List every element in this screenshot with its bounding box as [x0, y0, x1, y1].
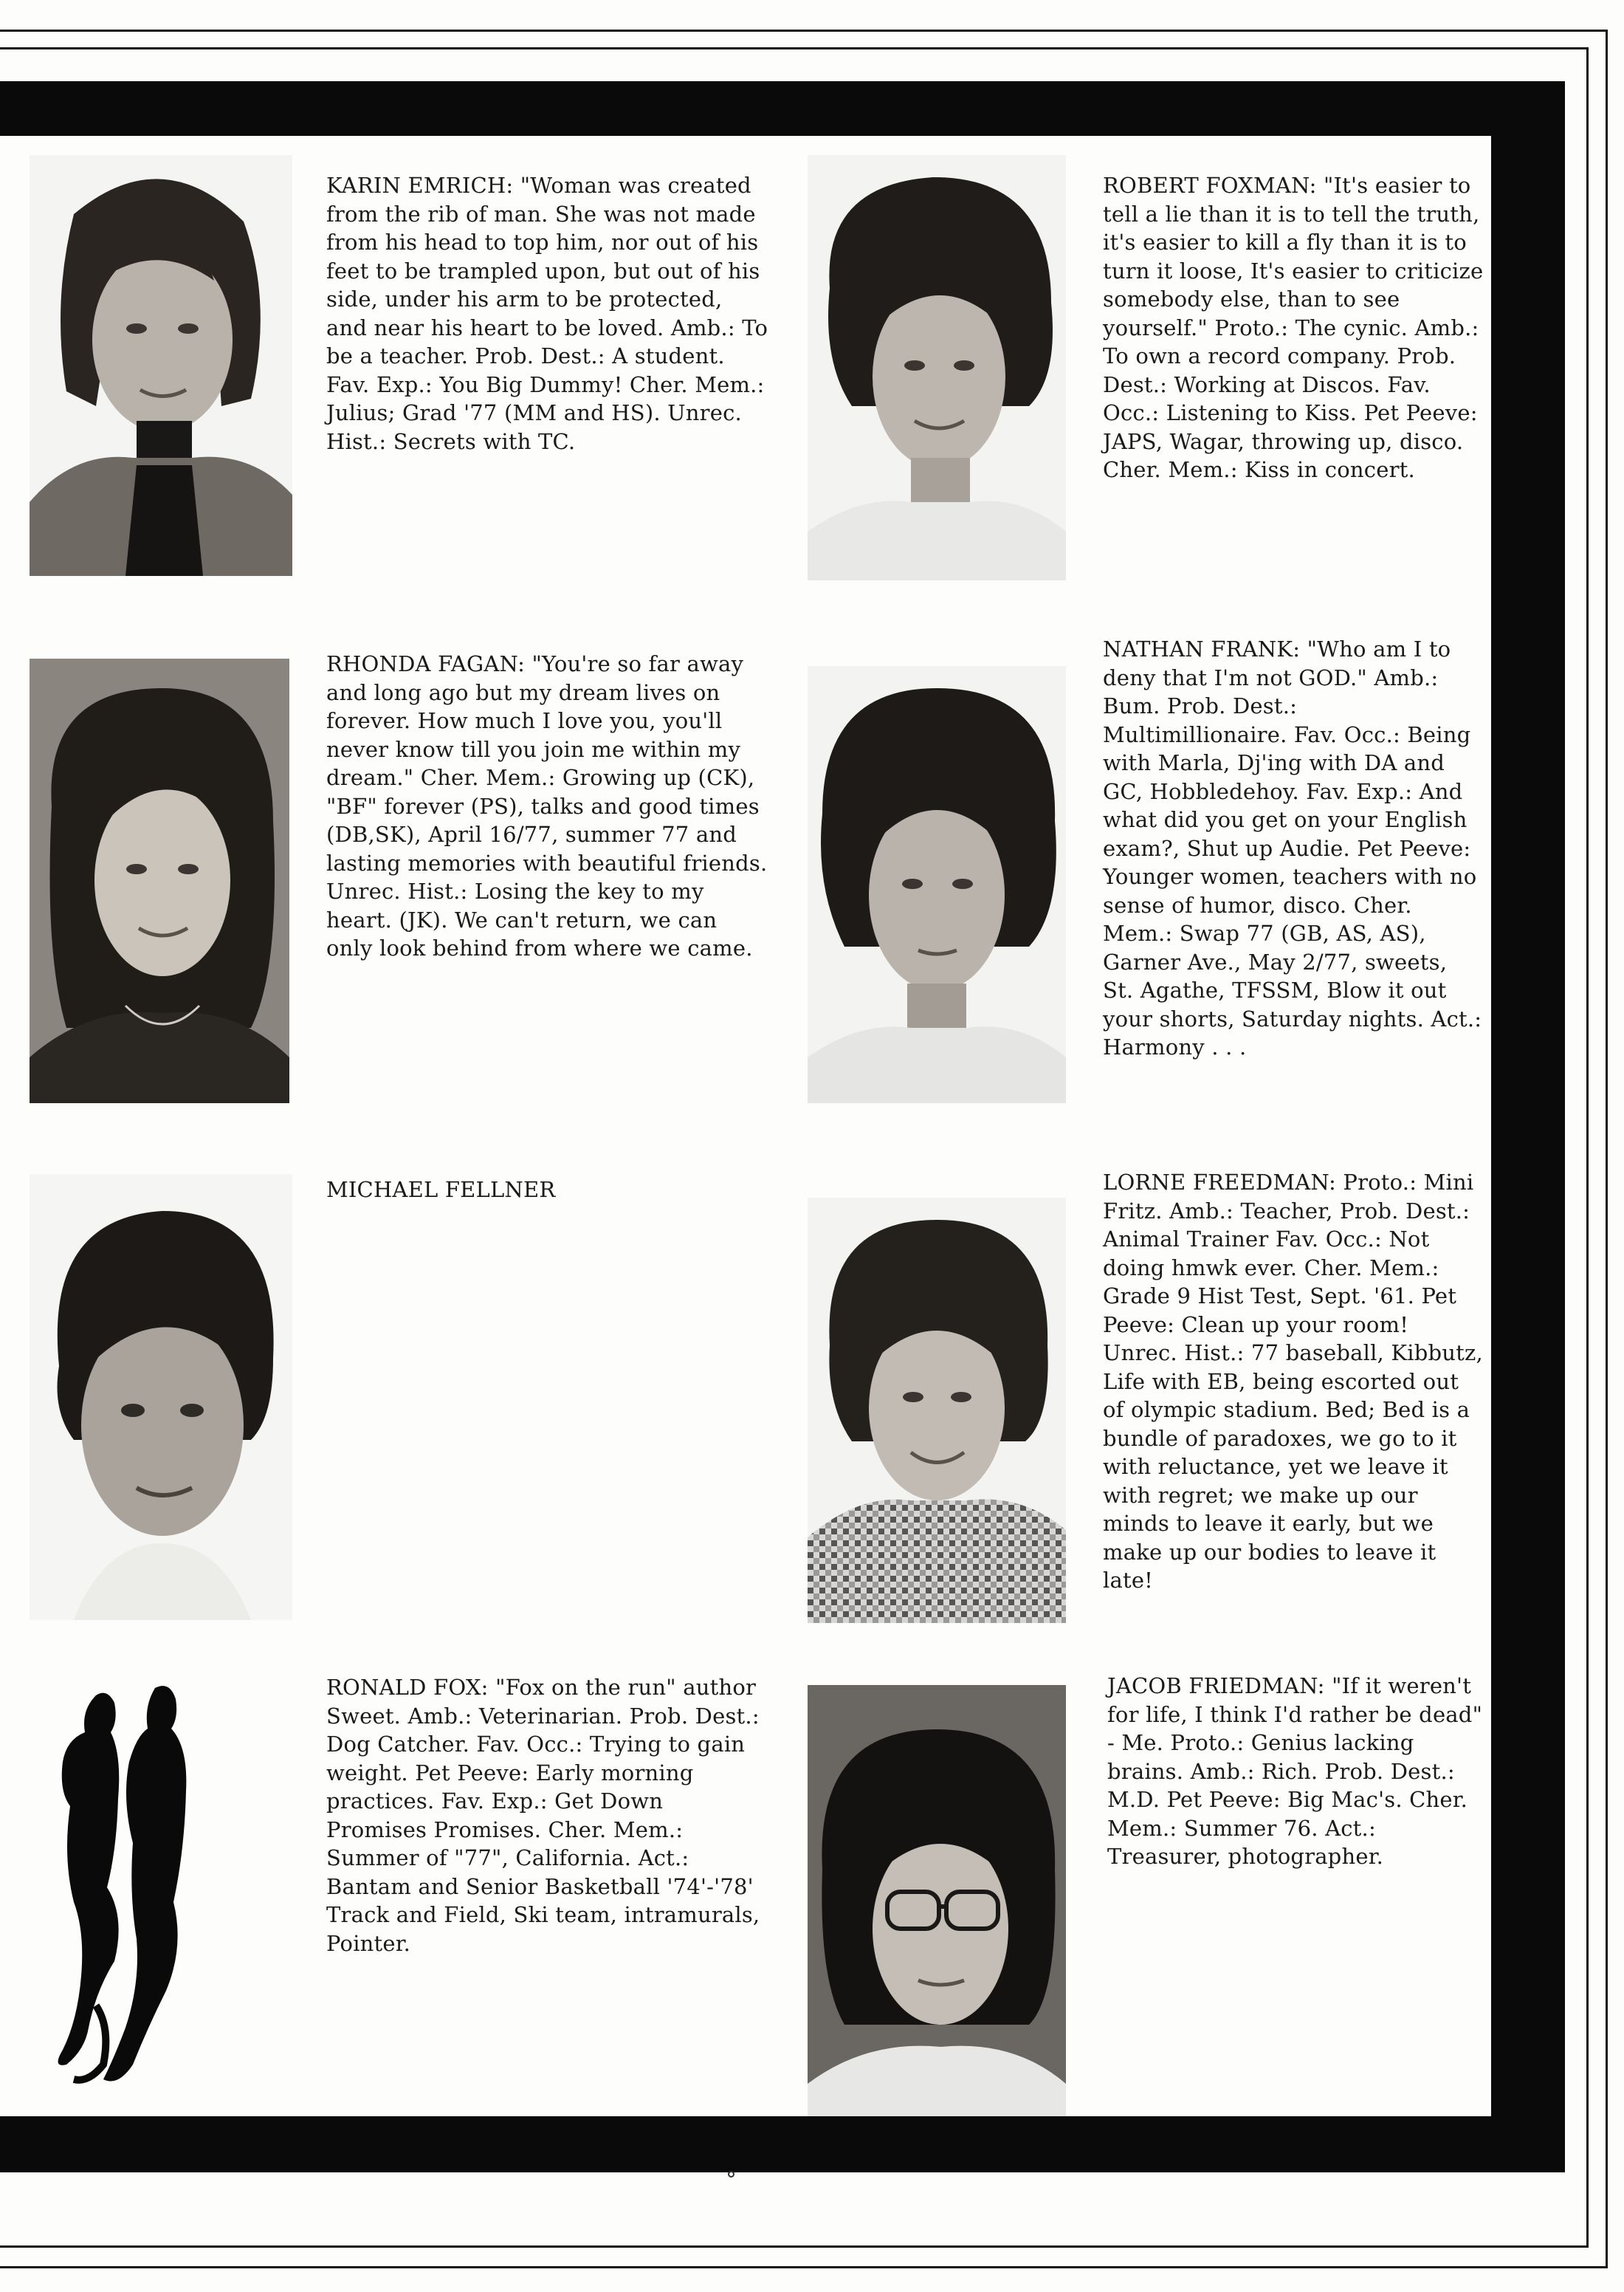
bio-rhonda-fagan	[326, 650, 769, 963]
bio-robert-foxman	[1103, 171, 1484, 484]
bio-nathan-frank	[1103, 635, 1484, 1062]
student-name-robert-foxman: ROBERT FOXMAN:	[1103, 173, 1317, 198]
bio-michael-fellner	[326, 1176, 769, 1204]
bio-text-lorne-freedman: Proto.: Mini Fritz. Amb.: Teacher, Prob. Dest.: Animal Trainer Fav. Occ.: Not doing hmwk ever. Cher. Mem.: Grade 9 Hist Test, Sept. '61. Pet Peeve: Clean up your room! Unrec. Hist.: 77 baseball, Kibbutz, Life with EB, being escorted out of olympic stadium. Bed; Bed is a bundle of paradoxes, we go to it with reluctance, yet we leave it with regret; we make up our minds to leave it early, but we make up our bodies to leave it late!	[1103, 1170, 1483, 1593]
bio-text-jacob-friedman: "If it weren't for life, I think I'd rather be dead" - Me. Proto.: Genius lacking brains. Amb.: Rich. Prob. Dest.: M.D. Pet Peeve: Big Mac's. Cher. Mem.: Summer 76. Act.: Treasurer, photographer.	[1107, 1673, 1483, 1869]
student-name-lorne-freedman: LORNE FREEDMAN:	[1103, 1170, 1336, 1195]
bottom-black-band	[0, 2116, 1565, 2172]
bio-lorne-freedman	[1103, 1168, 1484, 1595]
student-name-jacob-friedman: JACOB FRIEDMAN:	[1107, 1673, 1325, 1698]
bio-jacob-friedman	[1107, 1672, 1484, 1871]
student-name-rhonda-fagan: RHONDA FAGAN:	[326, 651, 526, 676]
student-name-ronald-fox: RONALD FOX:	[326, 1675, 489, 1700]
bio-text-rhonda-fagan: "You're so far away and long ago but my dream lives on forever. How much I love you, you'll never know till you join me within my dream." Cher. Mem.: Growing up (CK), "BF" forever (PS), talks and good times (DB,SK), April 16/77, summer 77 and lasting memories with beautiful friends. Unrec. Hist.: Losing the key to my heart. (JK). We can't return, we can only look behind from where we came.	[326, 651, 768, 961]
bio-karin-emrich	[326, 171, 769, 456]
portrait-photo-karin-emrich	[30, 155, 292, 576]
portrait-photo-rhonda-fagan	[30, 659, 289, 1103]
portrait-photo-lorne-freedman	[808, 1198, 1066, 1623]
silhouette-image-ronald-fox	[44, 1681, 229, 2091]
top-black-band	[0, 81, 1565, 136]
right-black-band	[1491, 81, 1565, 2172]
page-mark-dot	[728, 2171, 734, 2178]
portrait-photo-robert-foxman	[808, 155, 1066, 580]
portrait-photo-nathan-frank	[808, 666, 1066, 1103]
student-name-michael-fellner: MICHAEL FELLNER	[326, 1177, 556, 1202]
portrait-photo-michael-fellner	[30, 1174, 292, 1620]
bio-ronald-fox	[326, 1673, 769, 1958]
bio-text-robert-foxman: "It's easier to tell a lie than it is to tell the truth, it's easier to kill a fly than it is to turn it loose, It's easier to criticize somebody else, than to see yourself." Proto.: The cynic. Amb.: To own a record company. Prob. Dest.: Working at Discos. Fav. Occ.: Listening to Kiss. Pet Peeve: JAPS, Wagar, throwing up, disco. Cher. Mem.: Kiss in concert.	[1103, 173, 1484, 482]
bio-text-karin-emrich: "Woman was created from the rib of man. She was not made from his head to top him, nor out of his feet to be trampled upon, but out of his side, under his arm to be protected, and near his heart to be loved. Amb.: To be a teacher. Prob. Dest.: A student. Fav. Exp.: You Big Dummy! Cher. Mem.: Julius; Grad '77 (MM and HS). Unrec. Hist.: Secrets with TC.	[326, 173, 768, 454]
bio-text-ronald-fox: "Fox on the run" author Sweet. Amb.: Veterinarian. Prob. Dest.: Dog Catcher. Fav. Occ.: Trying to gain weight. Pet Peeve: Early morning practices. Fav. Exp.: Get Down Promises Promises. Cher. Mem.: Summer of "77", California. Act.: Bantam and Senior Basketball '74'-'78' Track and Field, Ski team, intramurals, Pointer.	[326, 1675, 760, 1956]
student-name-karin-emrich: KARIN EMRICH:	[326, 173, 514, 198]
student-name-nathan-frank: NATHAN FRANK:	[1103, 637, 1301, 662]
bio-text-nathan-frank: "Who am I to deny that I'm not GOD." Amb.: Bum. Prob. Dest.: Multimillionaire. Fav. Occ.: Being with Marla, Dj'ing with DA and GC, Hobbledehoy. Fav. Exp.: And what did you get on your English exam?, Shut up Audie. Pet Peeve: Younger women, teachers with no sense of humor, disco. Cher. Mem.: Swap 77 (GB, AS, AS), Garner Ave., May 2/77, sweets, St. Agathe, TFSSM, Blow it out your shorts, Saturday nights. Act.: Harmony . . .	[1103, 637, 1482, 1060]
portrait-photo-jacob-friedman	[808, 1685, 1066, 2116]
